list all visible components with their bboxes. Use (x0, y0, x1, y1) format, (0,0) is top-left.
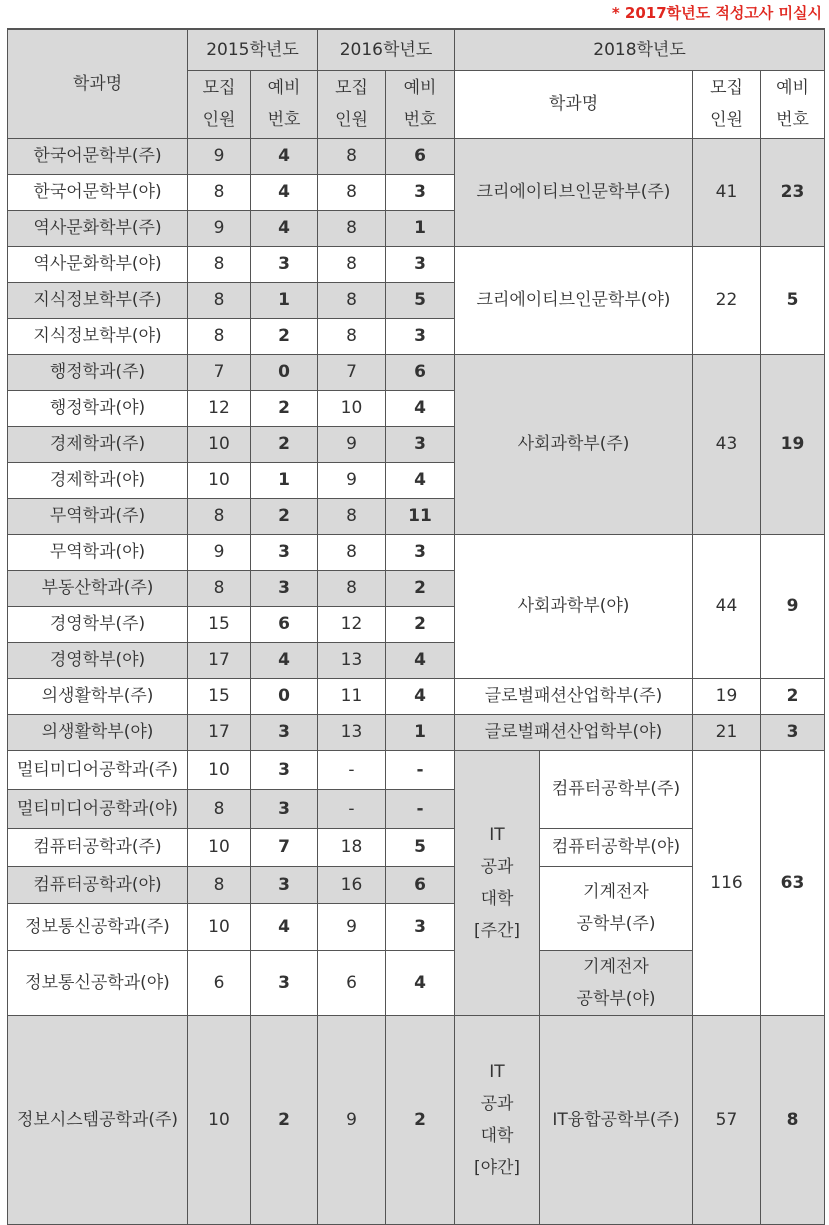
header-row-years (8, 29, 825, 70)
recruit-2018-cell: 43 (693, 354, 761, 534)
it-day-dept1-cell: 컴퓨터공학부(주) (540, 750, 693, 828)
year-2016-header: 2016학년도 (318, 29, 455, 70)
it-night-dept-cell: IT융합공학부(주) (540, 1015, 693, 1224)
reserve-2018-cell: 19 (761, 354, 825, 534)
dept-2018-cell: 사회과학부(야) (455, 534, 693, 678)
dept-name-cell: 한국어문학부(야) (8, 174, 188, 210)
dept-name-cell: 경영학부(주) (8, 606, 188, 642)
dept-name-cell: 정보통신공학과(주) (8, 903, 188, 950)
it-day-college-cell (455, 750, 540, 1015)
reserve-2018-cell: 9 (761, 534, 825, 678)
recruit-2016-cell: 8 (318, 570, 386, 606)
it-night-college-cell-line: 공과 (480, 1093, 514, 1114)
dept-name-cell: 경제학과(주) (8, 426, 188, 462)
exam-note: * 2017학년도 적성고사 미실시 (611, 4, 822, 22)
recruit-2015-cell: 15 (188, 606, 251, 642)
dept-name-cell: 컴퓨터공학과(주) (8, 828, 188, 866)
recruit-header-2018 (693, 70, 761, 138)
reserve-2016-cell: 3 (386, 246, 455, 282)
it-night-recruit-cell: 57 (693, 1015, 761, 1224)
reserve-2016-cell: - (386, 750, 455, 789)
recruit-2016-cell: 8 (318, 282, 386, 318)
recruit-header-line2: 인원 (202, 110, 236, 130)
reserve-2016-cell: 6 (386, 138, 455, 174)
dept-2018-cell: 사회과학부(주) (455, 354, 693, 534)
table-row (8, 138, 825, 174)
reserve-header-2018 (761, 70, 825, 138)
reserve-2016-cell: 3 (386, 903, 455, 950)
recruit-2015-cell: 7 (188, 354, 251, 390)
reserve-2015-cell: 2 (251, 426, 318, 462)
reserve-2015-cell: 3 (251, 246, 318, 282)
recruit-header-line2: 인원 (335, 110, 368, 130)
dept-2018-cell: 글로벌패션산업학부(야) (455, 714, 693, 750)
reserve-2015-cell: 4 (251, 174, 318, 210)
reserve-2016-cell: 2 (386, 570, 455, 606)
reserve-header-2015 (251, 70, 318, 138)
reserve-2016-cell: 5 (386, 282, 455, 318)
reserve-2015-cell: 2 (251, 318, 318, 354)
recruit-2018-cell: 22 (693, 246, 761, 354)
dept-name-cell: 행정학과(주) (8, 354, 188, 390)
reserve-2015-cell: 3 (251, 534, 318, 570)
recruit-2016-cell: 8 (318, 246, 386, 282)
reserve-2016-cell: 3 (386, 318, 455, 354)
reserve-2015-cell: 4 (251, 210, 318, 246)
dept-name-cell: 의생활학부(주) (8, 678, 188, 714)
reserve-2015-cell: 0 (251, 678, 318, 714)
table-row (8, 714, 825, 750)
it-night-reserve-cell: 8 (761, 1015, 825, 1224)
reserve-2016-cell: 4 (386, 642, 455, 678)
dept-name-cell: 멀티미디어공학과(야) (8, 789, 188, 828)
reserve-2015-cell: 7 (251, 828, 318, 866)
reserve-header-line1: 예비 (776, 78, 809, 98)
recruit-2016-cell: 8 (318, 174, 386, 210)
it-night-college-cell-line: [야간] (473, 1157, 521, 1178)
it-day-recruit-cell: 116 (693, 750, 761, 1015)
it-night-college-cell-line: 대학 (480, 1125, 514, 1146)
dept-name-cell: 멀티미디어공학과(주) (8, 750, 188, 789)
reserve-2015-cell: 4 (251, 138, 318, 174)
it-day-dept4-cell-line: 기계전자 (583, 956, 649, 977)
recruit-header-line1: 모집 (710, 78, 743, 98)
recruit-header-line2: 인원 (710, 110, 743, 130)
table-row (8, 246, 825, 282)
reserve-2016-cell: 1 (386, 714, 455, 750)
dept-name-cell: 행정학과(야) (8, 390, 188, 426)
reserve-2018-cell: 2 (761, 678, 825, 714)
recruit-2016-cell: 9 (318, 903, 386, 950)
admission-table (7, 28, 825, 1225)
table-row (8, 354, 825, 390)
it-day-dept3-cell (540, 866, 693, 950)
reserve-2015-cell: 2 (251, 390, 318, 426)
reserve-header-2016 (386, 70, 455, 138)
recruit-2015-cell: 10 (188, 426, 251, 462)
recruit-2015-cell: 10 (188, 462, 251, 498)
it-day-college-cell-line: [주간] (473, 920, 521, 941)
reserve-2015-cell: 4 (251, 903, 318, 950)
it-day-reserve-cell: 63 (761, 750, 825, 1015)
reserve-2015-cell: 2 (251, 1015, 318, 1224)
recruit-2016-cell: 9 (318, 462, 386, 498)
table-row (8, 1015, 825, 1224)
reserve-2015-cell: 3 (251, 866, 318, 903)
it-day-college-cell-line: IT (489, 824, 505, 845)
recruit-2016-cell: 13 (318, 642, 386, 678)
reserve-2015-cell: 0 (251, 354, 318, 390)
reserve-2018-cell: 23 (761, 138, 825, 246)
it-day-dept3-cell-line: 공학부(주) (576, 914, 656, 934)
reserve-2016-cell: 2 (386, 1015, 455, 1224)
recruit-2016-cell: 6 (318, 950, 386, 1015)
table-row (8, 678, 825, 714)
reserve-2015-cell: 3 (251, 789, 318, 828)
recruit-2016-cell: 8 (318, 210, 386, 246)
recruit-2018-cell: 21 (693, 714, 761, 750)
recruit-2016-cell: 8 (318, 318, 386, 354)
dept-2018-cell: 글로벌패션산업학부(주) (455, 678, 693, 714)
it-day-college-cell-line: 대학 (480, 888, 514, 909)
dept-2018-cell: 크리에이티브인문학부(주) (455, 138, 693, 246)
reserve-header-line2: 번호 (267, 110, 301, 130)
reserve-2015-cell: 1 (251, 282, 318, 318)
reserve-2015-cell: 2 (251, 498, 318, 534)
recruit-2018-cell: 19 (693, 678, 761, 714)
recruit-2015-cell: 6 (188, 950, 251, 1015)
recruit-2016-cell: 8 (318, 534, 386, 570)
it-day-dept4-cell-line: 공학부(야) (576, 988, 656, 1009)
dept-name-cell: 지식정보학부(야) (8, 318, 188, 354)
reserve-2016-cell: 3 (386, 174, 455, 210)
recruit-header-line1: 모집 (202, 78, 236, 98)
recruit-2015-cell: 9 (188, 138, 251, 174)
recruit-2015-cell: 8 (188, 318, 251, 354)
dept-name-cell: 역사문화학부(야) (8, 246, 188, 282)
dept-2018-cell: 크리에이티브인문학부(야) (455, 246, 693, 354)
reserve-2015-cell: 4 (251, 642, 318, 678)
it-day-dept3-cell-line: 기계전자 (583, 882, 649, 902)
reserve-2015-cell: 3 (251, 714, 318, 750)
reserve-2016-cell: 1 (386, 210, 455, 246)
reserve-header-line2: 번호 (776, 110, 809, 130)
recruit-2016-cell: - (318, 789, 386, 828)
reserve-2016-cell: 2 (386, 606, 455, 642)
recruit-2015-cell: 9 (188, 210, 251, 246)
reserve-2018-cell: 3 (761, 714, 825, 750)
recruit-header-2015 (188, 70, 251, 138)
it-day-dept4-cell (540, 950, 693, 1015)
recruit-2015-cell: 9 (188, 534, 251, 570)
reserve-2016-cell: 6 (386, 866, 455, 903)
dept-name-cell: 컴퓨터공학과(야) (8, 866, 188, 903)
reserve-2016-cell: 11 (386, 498, 455, 534)
recruit-2015-cell: 10 (188, 903, 251, 950)
it-night-college-cell-line: IT (489, 1061, 505, 1082)
reserve-2016-cell: 4 (386, 678, 455, 714)
dept-name-cell: 지식정보학부(주) (8, 282, 188, 318)
reserve-header-line1: 예비 (267, 78, 301, 98)
dept-name-cell: 의생활학부(야) (8, 714, 188, 750)
recruit-2015-cell: 10 (188, 1015, 251, 1224)
reserve-2015-cell: 3 (251, 750, 318, 789)
dept-name-cell: 무역학과(야) (8, 534, 188, 570)
reserve-2015-cell: 3 (251, 950, 318, 1015)
dept-name-cell: 경영학부(야) (8, 642, 188, 678)
recruit-header-2016 (318, 70, 386, 138)
reserve-2016-cell: 4 (386, 950, 455, 1015)
dept-2018-header: 학과명 (455, 70, 693, 138)
recruit-2016-cell: 13 (318, 714, 386, 750)
it-day-dept2-cell: 컴퓨터공학부(야) (540, 828, 693, 866)
recruit-2015-cell: 17 (188, 642, 251, 678)
recruit-2015-cell: 8 (188, 866, 251, 903)
dept-header: 학과명 (8, 29, 188, 138)
dept-name-cell: 정보시스템공학과(주) (8, 1015, 188, 1224)
recruit-2015-cell: 8 (188, 789, 251, 828)
recruit-header-line1: 모집 (335, 78, 368, 98)
year-2018-header: 2018학년도 (455, 29, 825, 70)
dept-name-cell: 부동산학과(주) (8, 570, 188, 606)
reserve-2016-cell: 3 (386, 534, 455, 570)
table-row (8, 750, 825, 789)
recruit-2018-cell: 44 (693, 534, 761, 678)
reserve-2015-cell: 3 (251, 570, 318, 606)
reserve-2016-cell: 4 (386, 462, 455, 498)
recruit-2015-cell: 17 (188, 714, 251, 750)
recruit-2015-cell: 10 (188, 750, 251, 789)
dept-name-cell: 경제학과(야) (8, 462, 188, 498)
recruit-2015-cell: 15 (188, 678, 251, 714)
recruit-2016-cell: 12 (318, 606, 386, 642)
reserve-header-line1: 예비 (403, 78, 437, 98)
recruit-2016-cell: 9 (318, 426, 386, 462)
dept-name-cell: 한국어문학부(주) (8, 138, 188, 174)
dept-name-cell: 정보통신공학과(야) (8, 950, 188, 1015)
recruit-2016-cell: 18 (318, 828, 386, 866)
table-body (8, 29, 825, 1224)
recruit-2015-cell: 10 (188, 828, 251, 866)
reserve-2016-cell: 4 (386, 390, 455, 426)
table-row (8, 534, 825, 570)
year-2015-header: 2015학년도 (188, 29, 318, 70)
recruit-2016-cell: 8 (318, 498, 386, 534)
dept-name-cell: 역사문화학부(주) (8, 210, 188, 246)
recruit-2015-cell: 8 (188, 174, 251, 210)
reserve-2016-cell: - (386, 789, 455, 828)
reserve-header-line2: 번호 (403, 110, 437, 130)
recruit-2016-cell: 8 (318, 138, 386, 174)
recruit-2015-cell: 8 (188, 282, 251, 318)
recruit-2016-cell: 7 (318, 354, 386, 390)
reserve-2015-cell: 6 (251, 606, 318, 642)
reserve-2016-cell: 3 (386, 426, 455, 462)
reserve-2018-cell: 5 (761, 246, 825, 354)
it-day-college-cell-line: 공과 (480, 856, 514, 877)
recruit-2015-cell: 8 (188, 246, 251, 282)
recruit-2018-cell: 41 (693, 138, 761, 246)
reserve-2015-cell: 1 (251, 462, 318, 498)
dept-name-cell: 무역학과(주) (8, 498, 188, 534)
recruit-2015-cell: 8 (188, 498, 251, 534)
recruit-2016-cell: 11 (318, 678, 386, 714)
recruit-2015-cell: 12 (188, 390, 251, 426)
recruit-2015-cell: 8 (188, 570, 251, 606)
recruit-2016-cell: - (318, 750, 386, 789)
it-night-college-cell (455, 1015, 540, 1224)
recruit-2016-cell: 16 (318, 866, 386, 903)
recruit-2016-cell: 9 (318, 1015, 386, 1224)
reserve-2016-cell: 6 (386, 354, 455, 390)
reserve-2016-cell: 5 (386, 828, 455, 866)
recruit-2016-cell: 10 (318, 390, 386, 426)
